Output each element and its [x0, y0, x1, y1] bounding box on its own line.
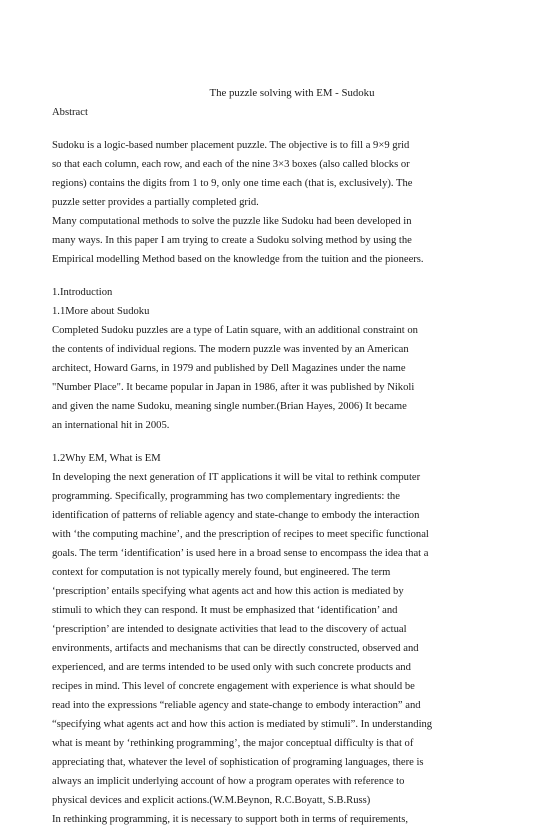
text-line: with ‘the computing machine’, and the prescription of recipes to meet specific functional	[52, 529, 429, 540]
text-line: Completed Sudoku puzzles are a type of Latin square, with an additional constraint on	[52, 325, 418, 336]
abstract-paragraph	[52, 136, 502, 269]
text-line: and given the name Sudoku, meaning single number.(Brian Hayes, 2006) It became	[52, 401, 407, 412]
text-line: stimuli to which they can respond. It must be emphasized that ‘identification’ and	[52, 605, 398, 616]
text-line: puzzle setter provides a partially completed grid.	[52, 197, 259, 208]
text-line: appreciating that, whatever the level of sophistication of programing languages, there is	[52, 757, 424, 768]
text-line: context for computation is not typically merely found, but engineered. The term	[52, 567, 391, 578]
text-line: goals. The term ‘identification’ is used here in a broad sense to encompass the idea that a	[52, 548, 429, 559]
text-line: ‘prescription’ are intended to designate activities that lead to the discovery of actual	[52, 624, 407, 635]
text-line: "Number Place". It became popular in Japan in 1986, after it was published by Nikoli	[52, 382, 415, 393]
text-line: read into the expressions “reliable agency and state-change to embody interaction” and	[52, 700, 421, 711]
spacer	[52, 122, 502, 136]
document-body	[52, 84, 502, 829]
text-line: what is meant by ‘rethinking programming’, the major conceptual difficulty is that of	[52, 738, 414, 749]
subsection-heading-why-em: 1.2Why EM, What is EM	[52, 453, 161, 464]
text-line: identification of patterns of reliable agency and state-change to embody the interaction	[52, 510, 420, 521]
text-line: an international hit in 2005.	[52, 420, 170, 431]
spacer	[52, 269, 502, 283]
text-line: “specifying what agents act and how this action is mediated by stimuli”. In understanding	[52, 719, 433, 730]
text-line: always an implicit underlying account of how a program operates with reference to	[52, 776, 405, 787]
text-line: ‘prescription’ entails specifying what agents act and how this action is mediated by	[52, 586, 404, 597]
subsection-heading-more-about-sudoku: 1.1More about Sudoku	[52, 306, 150, 317]
text-line: so that each column, each row, and each of the nine 3×3 boxes (also called blocks or	[52, 159, 410, 170]
text-line: Many computational methods to solve the puzzle like Sudoku had been developed in	[52, 216, 412, 227]
document-title: The puzzle solving with EM - Sudoku	[209, 87, 375, 99]
text-line: architect, Howard Garns, in 1979 and published by Dell Magazines under the name	[52, 363, 406, 374]
text-line: programming. Specifically, programming has two complementary ingredients: the	[52, 491, 400, 502]
spacer	[52, 435, 502, 449]
section-heading-introduction: 1.Introduction	[52, 287, 113, 298]
text-line: Empirical modelling Method based on the knowledge from the tuition and the pioneers.	[52, 254, 424, 265]
text-line: In developing the next generation of IT applications it will be vital to rethink computer	[52, 472, 421, 483]
text-line: In rethinking programming, it is necessary to support both in terms of requirements,	[52, 814, 408, 825]
text-line: physical devices and explicit actions.(W.M.Beynon, R.C.Boyatt, S.B.Russ)	[52, 795, 371, 806]
abstract-heading: Abstract	[52, 107, 88, 118]
text-line: Sudoku is a logic-based number placement puzzle. The objective is to fill a 9×9 grid	[52, 140, 410, 151]
em-paragraph	[52, 468, 502, 829]
sudoku-history-paragraph	[52, 321, 502, 435]
text-line: experienced, and are terms intended to be used only with such concrete products and	[52, 662, 411, 673]
text-line: the contents of individual regions. The modern puzzle was invented by an American	[52, 344, 409, 355]
text-line: many ways. In this paper I am trying to create a Sudoku solving method by using the	[52, 235, 412, 246]
text-line: environments, artifacts and mechanisms that can be directly constructed, observed and	[52, 643, 419, 654]
text-line: regions) contains the digits from 1 to 9, only one time each (that is, exclusively). The	[52, 178, 413, 189]
text-line: recipes in mind. This level of concrete engagement with experience is what should be	[52, 681, 415, 692]
